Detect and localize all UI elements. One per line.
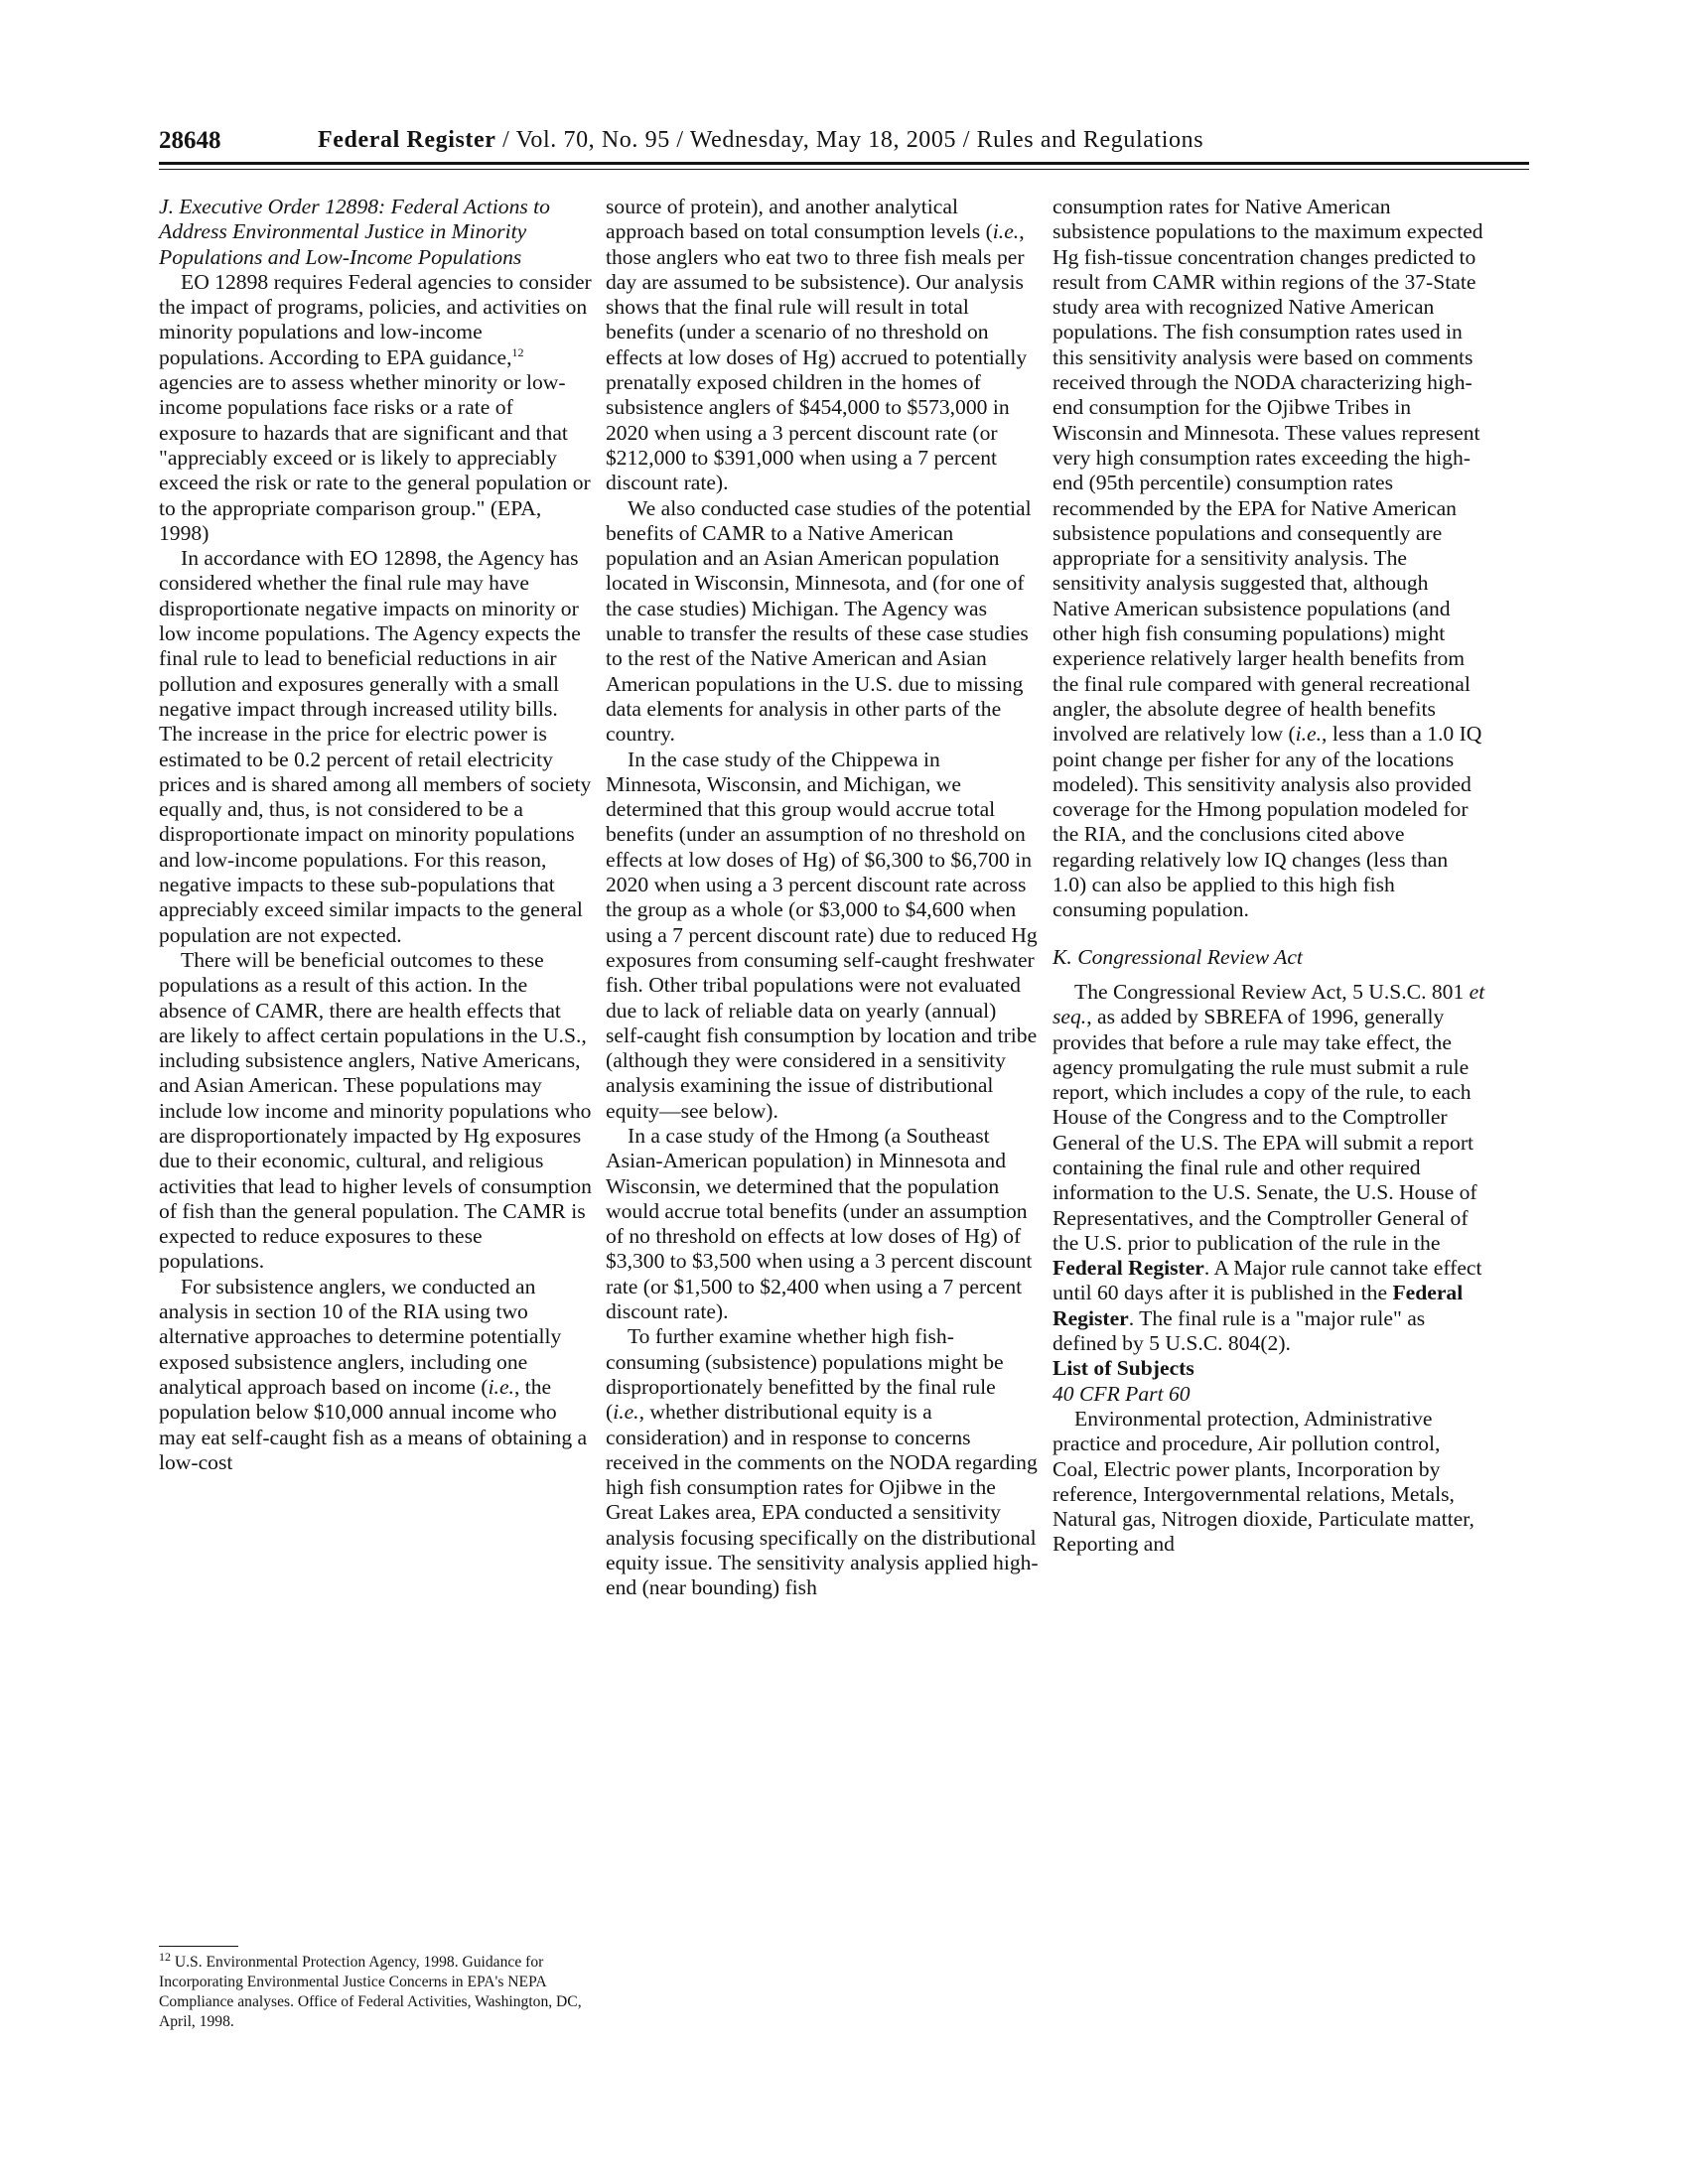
- text-run: . A Major rule cannot take effect until 60 days after it is published in the: [1052, 1256, 1482, 1305]
- footnote-rule: [159, 1946, 238, 1947]
- text-run: , the population below $10,000 annual income who may eat self-caught fish as a means of obtaining a low-cost: [159, 1374, 588, 1474]
- paragraph: [1052, 980, 1485, 1356]
- list-of-subjects-heading: List of Subjects: [1052, 1356, 1194, 1381]
- text-run: , less than a 1.0 IQ point change per fisher for any of the locations modeled). This sensitivity analysis also provided coverage for the Hmong population modeled for the RIA, and the conclusions cited above regarding relatively low IQ changes (less than 1.0) can also be applied to this high fish consuming population.: [1052, 722, 1482, 922]
- paragraph: There will be beneficial outcomes to these populations as a result of this action. In the absence of CAMR, there are health effects that are likely to affect certain populations in the U.S., including subsistence anglers, Native Americans, and Asian American. These populations may include low income and minority populations who are disproportionately impacted by Hg exposures due to their economic, cultural, and religious activities that lead to higher levels of consumption of fish than the general population. The CAMR is expected to reduce exposures to these populations.: [159, 947, 592, 1274]
- footnote-12: [159, 1949, 592, 2032]
- page-header: [159, 127, 1529, 161]
- text-run: For subsistence anglers, we conducted an analysis in section 10 of the RIA using two alternative approaches to determine potentially exposed subsistence anglers, including one analytical approach based on income (: [159, 1274, 562, 1399]
- column-1: [159, 195, 592, 1475]
- bold-text: Federal Register: [1052, 1256, 1204, 1281]
- text-run: consumption rates for Native American subsistence populations to the maximum expected Hg fish-tissue concentration changes predicted to result from CAMR within regions of the 37-State study area with recognized Native American populations. The fish consumption rates used in this sensitivity analysis were based on comments received through the NODA characterizing high-end consumption for the Ojibwe Tribes in Wisconsin and Minnesota. These values represent very high consumption rates exceeding the high-end (95th percentile) consumption rates recommended by the EPA for Native American subsistence populations and consequently are appropriate for a sensitivity analysis. The sensitivity analysis suggested that, although Native American subsistence populations (and other high fish consuming populations) might experience relatively larger health benefits from the final rule compared with general recreational angler, the absolute degree of health benefits involved are relatively low (: [1052, 195, 1483, 747]
- section-heading-k: K. Congressional Review Act: [1052, 944, 1303, 969]
- paragraph: In a case study of the Hmong (a Southeast Asian-American population) in Minnesota and Wisconsin, we determined that the population would accrue total benefits (under an assumption of no threshold on effects at low doses of Hg) of $3,300 to $3,500 when using a 3 percent discount rate (or $1,500 to $2,400 when using a 7 percent discount rate).: [606, 1123, 1033, 1324]
- page-number: 28648: [159, 127, 221, 154]
- header-rule-thin: [159, 169, 1529, 170]
- italic-text: et seq.: [1052, 979, 1485, 1029]
- cfr-part-heading: 40 CFR Part 60: [1052, 1381, 1191, 1406]
- issue-info: / Vol. 70, No. 95 / Wednesday, May 18, 2005 / Rules and Regulations: [495, 127, 1204, 153]
- italic-text: i.e.: [1295, 722, 1323, 747]
- text-run: , whether distributional equity is a consideration) and in response to concerns received in the comments on the NODA regarding high fish consumption rates for Ojibwe in the Great Lakes area, EPA conducted a sensitivity analysis focusing specifically on the distributional equity issue. The sensitivity analysis applied high-end (near bounding) fish: [606, 1400, 1039, 1600]
- text-run: To further examine whether high fish-consuming (subsistence) populations might be disproportionately benefitted by the final rule (: [606, 1324, 1004, 1425]
- footnote-ref: 12: [511, 344, 524, 359]
- bold-text: Federal Register: [1052, 1281, 1464, 1330]
- italic-text: i.e.: [488, 1374, 514, 1399]
- paragraph: [159, 270, 592, 546]
- italic-text: i.e.: [992, 219, 1020, 244]
- text-run: source of protein), and another analytical approach based on total consumption levels (: [606, 195, 993, 244]
- text-run: , those anglers who eat two to three fish meals per day are assumed to be subsistence). Our analysis shows that the final rule will result in total benefits (under a scenario of no threshold on effects at low doses of Hg) accrued to potentially prenatally exposed children in the homes of subsistence anglers of $454,000 to $573,000 in 2020 when using a 3 percent discount rate (or $212,000 to $391,000 when using a 7 percent discount rate).: [606, 219, 1028, 495]
- italic-text: i.e.: [613, 1400, 639, 1425]
- publication-name: Federal Register: [318, 127, 496, 153]
- footnote-text: U.S. Environmental Protection Agency, 1998. Guidance for Incorporating Environmental Justice Concerns in EPA's NEPA Compliance analyses. Office of Federal Activities, Washington, DC, April, 1998.: [159, 1954, 582, 2030]
- subjects-list: Environmental protection, Administrative practice and procedure, Air pollution control, Coal, Electric power plants, Incorporation by reference, Intergovernmental relations, Metals, Natural gas, Nitrogen dioxide, Particulate matter, Reporting and: [1052, 1406, 1474, 1557]
- paragraph: [606, 195, 1039, 496]
- section-heading-j: J. Executive Order 12898: Federal Actions to Address Environmental Justice in Minority Populations and Low-Income Populations: [159, 195, 550, 269]
- text-run: . The final rule is a "major rule" as defined by 5 U.S.C. 804(2).: [1052, 1305, 1426, 1356]
- header-rule: [159, 162, 1529, 165]
- footnote-mark: 12: [159, 1949, 171, 1964]
- paragraph: [1052, 195, 1485, 923]
- running-head: [318, 127, 1203, 154]
- paragraph: In the case study of the Chippewa in Minnesota, Wisconsin, and Michigan, we determined that this group would accrue total benefits (under an assumption of no threshold on effects at low doses of Hg) of $6,300 to $6,700 in 2020 when using a 3 percent discount rate across the group as a whole (or $3,000 to $4,600 when using a 7 percent discount rate) due to reduced Hg exposures from consuming self-caught freshwater fish. Other tribal populations were not evaluated due to lack of reliable data on yearly (annual) self-caught fish consumption by location and tribe (although they were considered in a sensitivity analysis examining the issue of distributional equity—see below).: [606, 747, 1038, 1123]
- paragraph: [159, 1275, 592, 1475]
- text-run: agencies are to assess whether minority or low-income populations face risks or a rate of exposure to hazards that are significant and that "appreciably exceed or is likely to appreciably exceed the risk or rate to the general population or to the appropriate comparison group." (EPA, 1998): [159, 370, 591, 545]
- paragraph: In accordance with EO 12898, the Agency has considered whether the final rule may have disproportionate negative impacts on minority or low income populations. The Agency expects the final rule to lead to beneficial reductions in air pollution and exposures generally with a small negative impact through increased utility bills. The increase in the price for electric power is estimated to be 0.2 percent of retail electricity prices and is shared among all members of society equally and, thus, is not considered to be a disproportionate impact on minority populations and low-income populations. For this reason, negative impacts to these sub-populations that appreciably exceed similar impacts to the general population are not expected.: [159, 546, 592, 947]
- column-3: [1052, 195, 1485, 1558]
- column-2: [606, 195, 1039, 1601]
- text-run: EO 12898 requires Federal agencies to consider the impact of programs, policies, and activities on minority populations and low-income populations. According to EPA guidance,: [159, 269, 592, 369]
- text-run: , as added by SBREFA of 1996, generally provides that before a rule may take effect, the agency promulgating the rule must submit a rule report, which includes a copy of the rule, to each House of the Congress and to the Comptroller General of the U.S. The EPA will submit a report containing the final rule and other required information to the U.S. Senate, the U.S. House of Representatives, and the Comptroller General of the U.S. prior to publication of the rule in the: [1052, 1005, 1477, 1255]
- paragraph: We also conducted case studies of the potential benefits of CAMR to a Native American population and an Asian American population located in Wisconsin, Minnesota, and (for one of the case studies) Michigan. The Agency was unable to transfer the results of these case studies to the rest of the Native American and Asian American populations in the U.S. due to missing data elements for analysis in other parts of the country.: [606, 495, 1032, 747]
- paragraph: [606, 1324, 1039, 1600]
- text-run: The Congressional Review Act, 5 U.S.C. 801: [1074, 979, 1470, 1004]
